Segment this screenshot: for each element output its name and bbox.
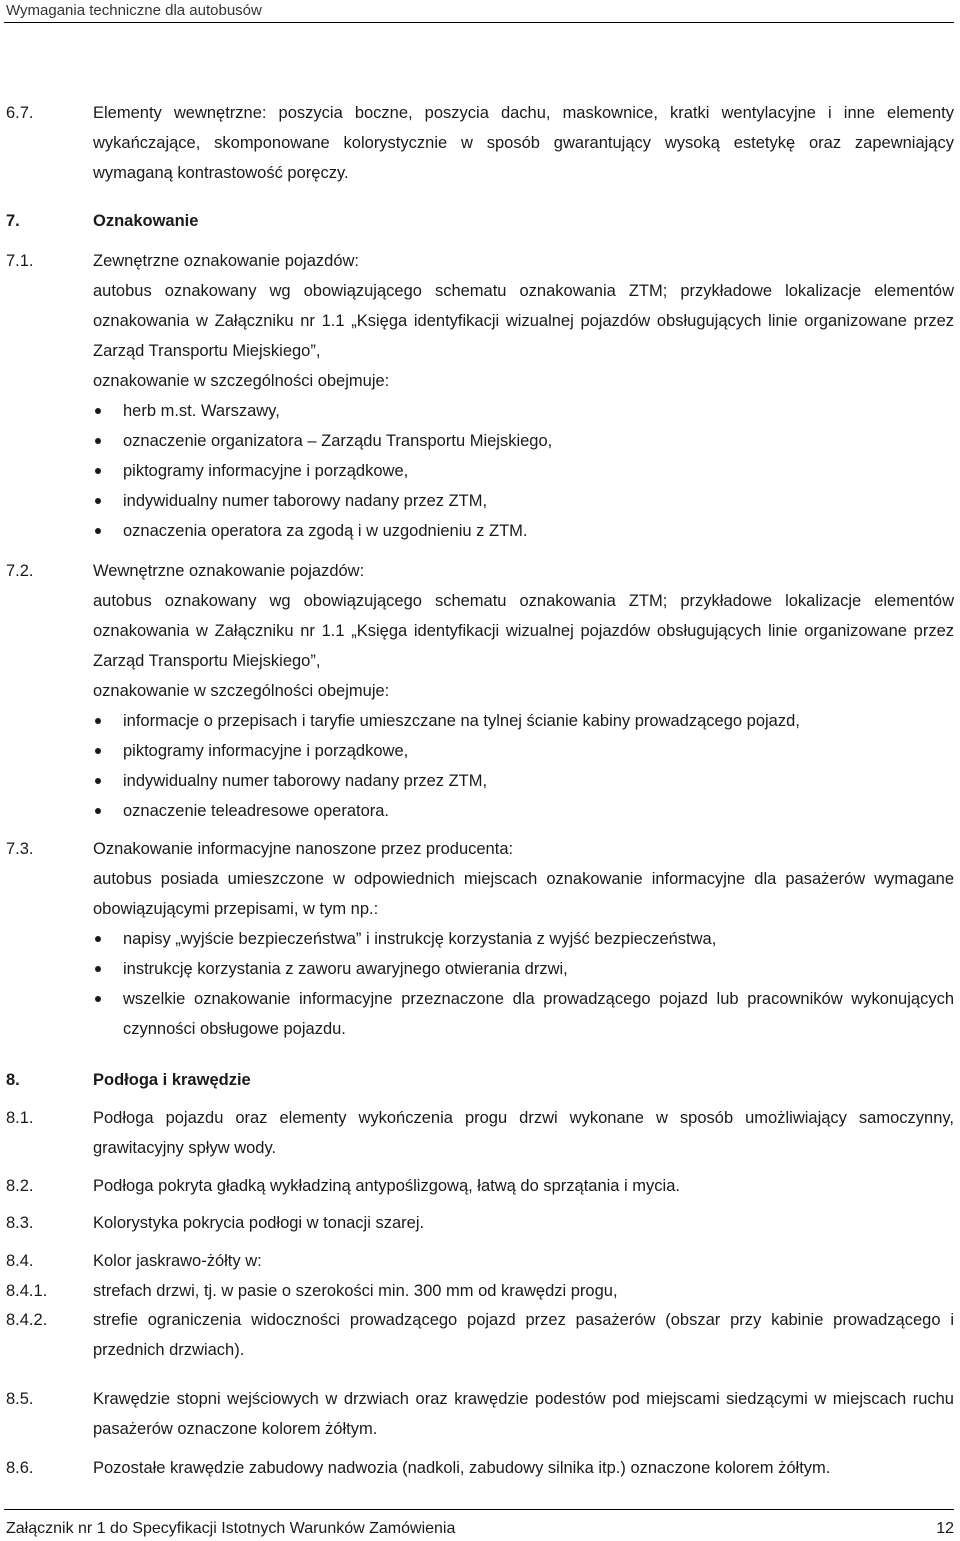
list-item: oznaczenie organizatora – Zarządu Transportu Miejskiego, (93, 426, 954, 456)
list-item: wszelkie oznakowanie informacyjne przeznaczone dla prowadzącego pojazd lub pracowników wykonujących czynności obsługowe pojazdu. (93, 984, 954, 1044)
footer-divider (4, 1509, 954, 1510)
bullet-list-7-2 (93, 706, 954, 826)
document-footer-text: Załącznik nr 1 do Specyfikacji Istotnych Warunków Zamówienia (6, 1520, 456, 1537)
section-text-8-4: Kolor jaskrawo-żółty w: (93, 1252, 262, 1270)
section-title-7-1: Zewnętrzne oznakowanie pojazdów: (93, 252, 359, 270)
section-text-8-5: Krawędzie stopni wejściowych w drzwiach oraz krawędzie podestów pod miejscami siedzącymi w miejscach ruchu pasażerów oznaczone kolorem żółtym. (93, 1390, 954, 1438)
section-number-8: 8. (6, 1071, 20, 1089)
section-text-6-7: Elementy wewnętrzne: poszycia boczne, poszycia dachu, maskownice, kratki wentylacyjne i inne elementy wykańczające, skomponowane kolorystycznie w sposób gwarantujący wysoką estetykę oraz zapewniający wymaganą kontrastowość poręczy. (93, 104, 954, 182)
section-text-8-4-1: strefach drzwi, tj. w pasie o szerokości min. 300 mm od krawędzi progu, (93, 1282, 618, 1300)
list-item: oznaczenia operatora za zgodą i w uzgodnieniu z ZTM. (93, 516, 954, 546)
section-heading-8: Podłoga i krawędzie (93, 1071, 251, 1089)
list-item: oznaczenie teleadresowe operatora. (93, 796, 954, 826)
section-intro-7-1: oznakowanie w szczególności obejmuje: (93, 372, 390, 390)
document-header-title: Wymagania techniczne dla autobusów (6, 2, 262, 19)
section-number-8-1: 8.1. (6, 1109, 34, 1127)
section-number-8-5: 8.5. (6, 1390, 34, 1408)
section-number-8-4-1: 8.4.1. (6, 1282, 48, 1300)
header-divider (4, 22, 954, 23)
list-item: piktogramy informacyjne i porządkowe, (93, 736, 954, 766)
section-number-8-2: 8.2. (6, 1177, 34, 1195)
section-number-7-1: 7.1. (6, 252, 34, 270)
section-number-8-6: 8.6. (6, 1459, 34, 1477)
section-text-8-2: Podłoga pokryta gładką wykładziną antypoślizgową, łatwą do sprzątania i mycia. (93, 1177, 680, 1195)
section-number-7: 7. (6, 212, 20, 230)
section-number-8-4: 8.4. (6, 1252, 34, 1270)
section-text-7-3: autobus posiada umieszczone w odpowiednich miejscach oznakowanie informacyjne dla pasażerów wymagane obowiązującymi przepisami, w tym np.: (93, 870, 954, 918)
section-text-8-6: Pozostałe krawędzie zabudowy nadwozia (nadkoli, zabudowy silnika itp.) oznaczone kolorem żółtym. (93, 1459, 831, 1477)
section-number-7-2: 7.2. (6, 562, 34, 580)
list-item: napisy „wyjście bezpieczeństwa” i instrukcję korzystania z wyjść bezpieczeństwa, (93, 924, 954, 954)
list-item: indywidualny numer taborowy nadany przez ZTM, (93, 766, 954, 796)
section-text-7-2: autobus oznakowany wg obowiązującego schematu oznakowania ZTM; przykładowe lokalizacje elementów oznakowania w Załączniku nr 1.1 „Księga identyfikacji wizualnej pojazdów obsługujących linie organizowane przez Zarząd Transportu Miejskiego”, (93, 592, 954, 670)
section-title-7-3: Oznakowanie informacyjne nanoszone przez producenta: (93, 840, 514, 858)
bullet-list-7-3 (93, 924, 954, 1044)
list-item: herb m.st. Warszawy, (93, 396, 954, 426)
list-item: instrukcję korzystania z zaworu awaryjnego otwierania drzwi, (93, 954, 954, 984)
section-number-8-4-2: 8.4.2. (6, 1311, 48, 1329)
section-title-7-2: Wewnętrzne oznakowanie pojazdów: (93, 562, 365, 580)
list-item: informacje o przepisach i taryfie umieszczane na tylnej ścianie kabiny prowadzącego pojazd, (93, 706, 954, 736)
section-number-7-3: 7.3. (6, 840, 34, 858)
list-item: indywidualny numer taborowy nadany przez ZTM, (93, 486, 954, 516)
section-heading-7: Oznakowanie (93, 212, 199, 230)
section-number-6-7: 6.7. (6, 104, 34, 122)
section-text-8-4-2: strefie ograniczenia widoczności prowadzącego pojazd przez pasażerów (obszar przy kabinie prowadzącego i przednich drzwiach). (93, 1311, 954, 1359)
section-text-8-3: Kolorystyka pokrycia podłogi w tonacji szarej. (93, 1214, 425, 1232)
section-intro-7-2: oznakowanie w szczególności obejmuje: (93, 682, 390, 700)
page-number: 12 (936, 1520, 954, 1537)
section-text-7-1: autobus oznakowany wg obowiązującego schematu oznakowania ZTM; przykładowe lokalizacje elementów oznakowania w Załączniku nr 1.1 „Księga identyfikacji wizualnej pojazdów obsługujących linie organizowane przez Zarząd Transportu Miejskiego”, (93, 282, 954, 360)
list-item: piktogramy informacyjne i porządkowe, (93, 456, 954, 486)
bullet-list-7-1 (93, 396, 954, 546)
section-number-8-3: 8.3. (6, 1214, 34, 1232)
section-text-8-1: Podłoga pojazdu oraz elementy wykończenia progu drzwi wykonane w sposób umożliwiający samoczynny, grawitacyjny spływ wody. (93, 1109, 954, 1157)
